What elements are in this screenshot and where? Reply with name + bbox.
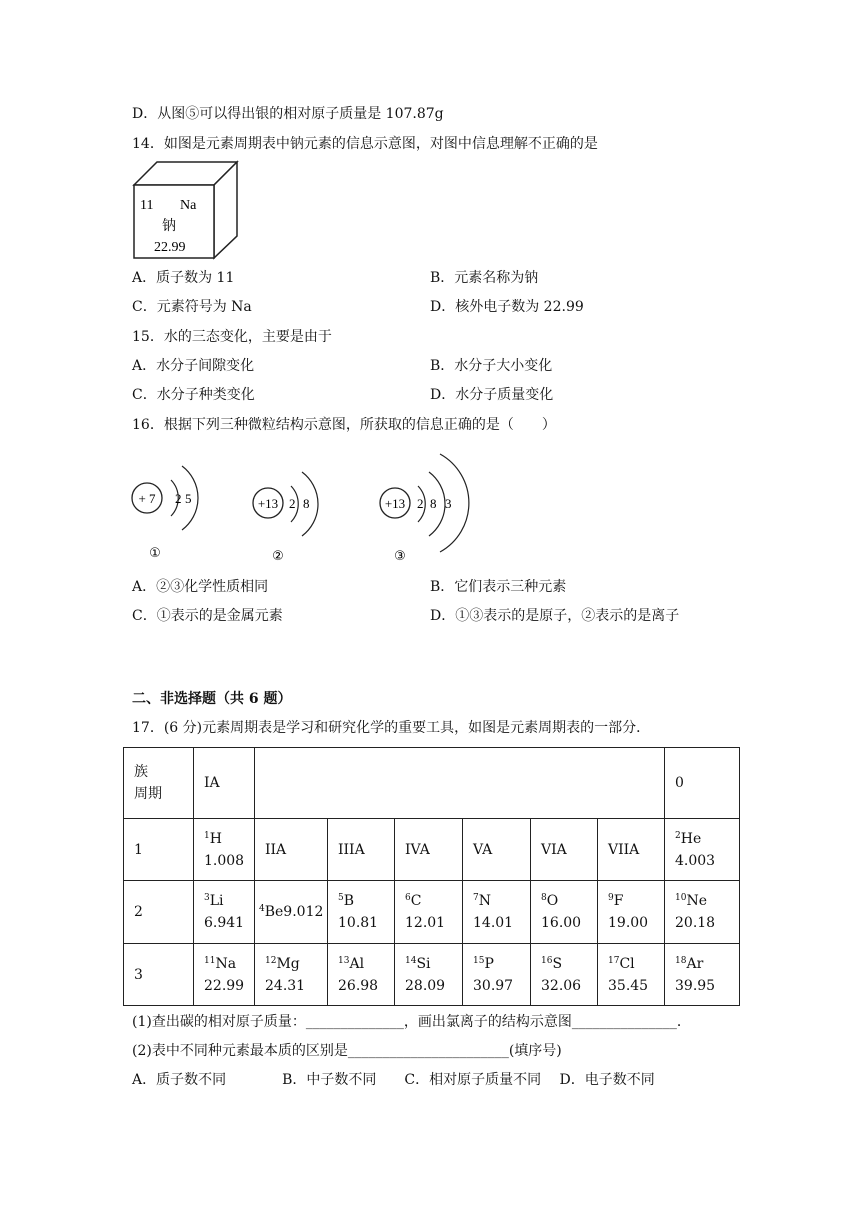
q17-sub2-options: A．质子数不同 B．中子数不同 C．相对原子质量不同 D．电子数不同	[132, 1072, 655, 1088]
table-corner-header	[124, 748, 194, 819]
element-cell-f: $^9$F 19.00	[598, 881, 665, 944]
sodium-element-card	[132, 160, 242, 260]
q15-option-c: C．水分子种类变化	[132, 387, 255, 403]
q15-option-a: A．水分子间隙变化	[132, 358, 255, 374]
element-cell-ar: $^{18}$Ar 39.95	[665, 944, 740, 1006]
q16-option-b: B．它们表示三种元素	[430, 579, 567, 595]
group-header-iiia: IIIA	[328, 819, 395, 881]
group-header-iia: IIA	[255, 819, 328, 881]
nucleus-charge: +13	[384, 496, 406, 511]
q14-option-d: D．核外电子数为 22.99	[430, 299, 584, 315]
q14-option-b: B．元素名称为钠	[430, 270, 539, 286]
element-cell-p: $^{15}$P 30.97	[463, 944, 531, 1006]
shell-2-electrons: 8	[303, 496, 310, 511]
group-header-iva: IVA	[395, 819, 463, 881]
group-header-viia: VIIA	[598, 819, 665, 881]
periodic-table-excerpt	[123, 747, 740, 1006]
card-atomic-mass: 22.99	[154, 240, 186, 255]
group-header-zero: 0	[665, 748, 740, 819]
corner-period-label: 周期	[134, 786, 162, 802]
shell-1-electrons: 2	[289, 496, 296, 511]
element-cell-c: $^6$C 12.01	[395, 881, 463, 944]
section-2-title: 二、非选择题（共 6 题）	[132, 691, 292, 707]
particle-1-diagram	[132, 466, 198, 561]
element-cell-si: $^{14}$Si 28.09	[395, 944, 463, 1006]
q14-option-c: C．元素符号为 Na	[132, 299, 252, 315]
shell-1-electrons: 2	[175, 491, 182, 506]
shell-2-electrons: 8	[430, 496, 437, 511]
corner-group-label: 族	[134, 764, 148, 780]
q16-option-c: C．①表示的是金属元素	[132, 608, 283, 624]
period-label: 1	[124, 819, 194, 881]
element-cell-cl: $^{17}$Cl 35.45	[598, 944, 665, 1006]
element-cell-li: $^3$Li 6.941	[194, 881, 255, 944]
period-label: 2	[124, 881, 194, 944]
q15-option-b: B．水分子大小变化	[430, 358, 553, 374]
card-symbol: Na	[180, 198, 197, 213]
element-cell-b: $^5$B 10.81	[328, 881, 395, 944]
element-cell-mg: $^{12}$Mg 24.31	[255, 944, 328, 1006]
shell-1-electrons: 2	[417, 496, 424, 511]
q13-option-d: D．从图⑤可以得出银的相对原子质量是 107.87g	[132, 106, 444, 122]
particle-structure-diagrams	[125, 450, 485, 570]
particle-label: ②	[272, 549, 284, 564]
q14-stem: 14．如图是元素周期表中钠元素的信息示意图，对图中信息理解不正确的是	[132, 136, 598, 152]
element-cell-al: $^{13}$Al 26.98	[328, 944, 395, 1006]
element-cell-ne: $^{10}$Ne 20.18	[665, 881, 740, 944]
nucleus-charge: + 7	[138, 491, 156, 506]
element-cell-na: $^{11}$Na 22.99	[194, 944, 255, 1006]
period-label: 3	[124, 944, 194, 1006]
group-header-via: VIA	[531, 819, 598, 881]
q17-sub2: (2)表中不同种元素最本质的区别是_______________________(填序号)	[132, 1043, 562, 1059]
element-cell-h: $^1$H 1.008	[194, 819, 255, 881]
element-cell-o: $^8$O 16.00	[531, 881, 598, 944]
group-header-va: VA	[463, 819, 531, 881]
q15-stem: 15．水的三态变化，主要是由于	[132, 329, 332, 345]
shell-2-electrons: 5	[185, 491, 192, 506]
q17-stem: 17．(6 分)元素周期表是学习和研究化学的重要工具，如图是元素周期表的一部分．	[132, 720, 651, 736]
q15-option-d: D．水分子质量变化	[430, 387, 554, 403]
q17-sub1: (1)查出碳的相对原子质量：______________，画出氯离子的结构示意图_______________．	[132, 1014, 691, 1030]
q16-option-a: A．②③化学性质相同	[132, 579, 269, 595]
element-cell-he: $^2$He 4.003	[665, 819, 740, 881]
element-cell-be: $^4$Be9.012	[255, 881, 328, 944]
particle-label: ③	[394, 549, 406, 564]
q16-option-d: D．①③表示的是原子，②表示的是离子	[430, 608, 680, 624]
particle-2-diagram	[253, 472, 318, 564]
nucleus-charge: +13	[257, 496, 279, 511]
element-cell-n: $^7$N 14.01	[463, 881, 531, 944]
element-cell-s: $^{16}$S 32.06	[531, 944, 598, 1006]
group-header-ia: IA	[194, 748, 255, 819]
particle-3-diagram	[380, 454, 469, 564]
card-element-name: 钠	[162, 218, 176, 234]
shell-3-electrons: 3	[445, 496, 452, 511]
q14-option-a: A．质子数为 11	[132, 270, 235, 286]
card-atomic-number: 11	[140, 198, 154, 213]
group-header-blank	[255, 748, 665, 819]
q16-stem: 16．根据下列三种微粒结构示意图，所获取的信息正确的是（ ）	[132, 417, 556, 433]
particle-label: ①	[149, 546, 161, 561]
